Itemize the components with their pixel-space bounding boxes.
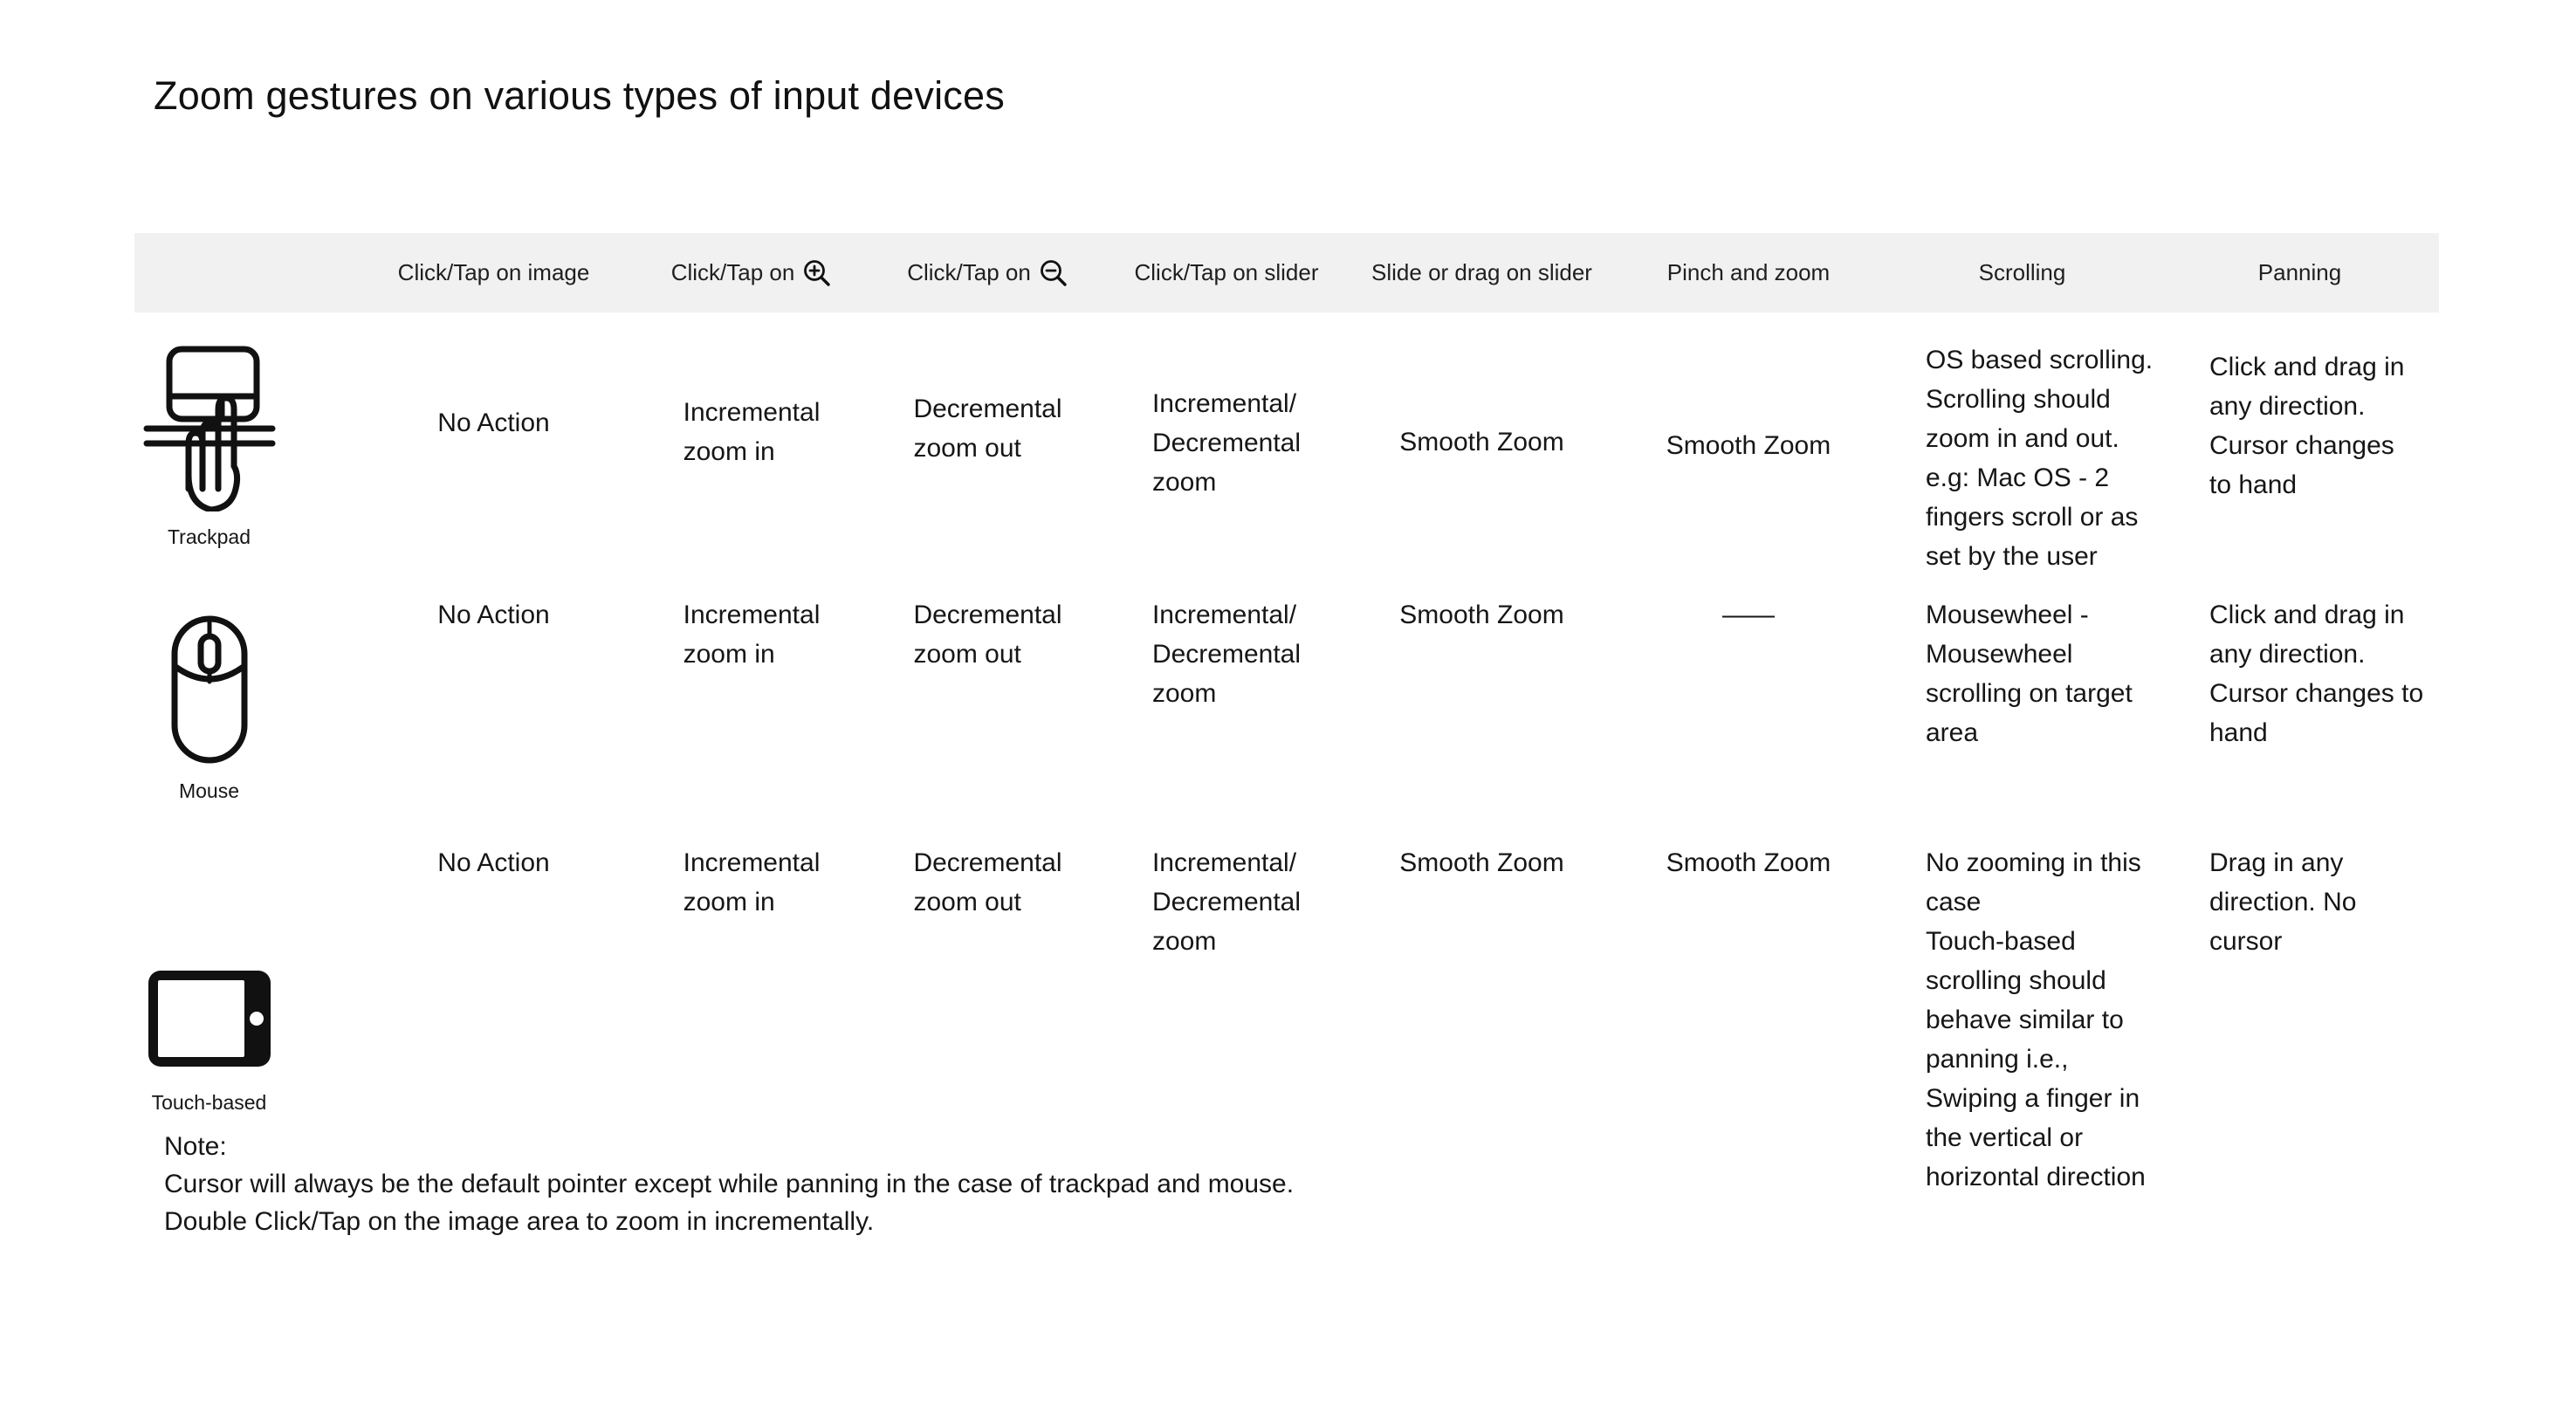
note-line-1: Cursor will always be the default pointer except while panning in the case of trackpad and mouse. [164, 1170, 1295, 1198]
cell-mouse-panning: Click and drag in any direction. Cursor changes to hand [2209, 601, 2424, 747]
note-line-2: Double Click/Tap on the image area to zoom in incrementally. [164, 1207, 875, 1236]
page-title: Zoom gestures on various types of input devices [154, 73, 1005, 118]
cell-touch-slider-tap: Incremental/ Decremental zoom [1151, 848, 1302, 956]
device-mouse-label: Mouse [178, 779, 240, 802]
cell-trackpad-click-image: No Action [437, 408, 550, 437]
header-device [134, 233, 357, 312]
cell-trackpad-panning: Click and drag in any direction. Cursor changes to hand [2209, 353, 2405, 499]
header-click-tap-zoom-out [873, 233, 1103, 312]
gesture-table [134, 233, 2439, 1246]
device-trackpad-label: Trackpad [167, 525, 251, 548]
header-slide-drag-slider: Slide or drag on slider [1350, 233, 1613, 312]
cell-mouse-scrolling: Mousewheel - Mousewheel scrolling on target area [1926, 601, 2133, 747]
note [164, 1128, 1294, 1240]
cell-trackpad-slider-tap: Incremental/ Decremental zoom [1151, 389, 1302, 497]
cell-trackpad-zoom-out: Decremental zoom out [913, 395, 1062, 463]
device-mouse [134, 576, 357, 836]
cell-touch-zoom-out: Decremental zoom out [913, 848, 1062, 916]
cell-mouse-slider-tap: Incremental/ Decremental zoom [1151, 601, 1302, 708]
cell-mouse-click-image: No Action [437, 601, 550, 629]
touch-device-icon [148, 971, 271, 1067]
header-click-tap-slider: Click/Tap on slider [1103, 233, 1350, 312]
device-touch-label: Touch-based [151, 1090, 267, 1114]
cell-touch-slider-drag: Smooth Zoom [1399, 848, 1564, 877]
header-click-tap-image-label: Click/Tap on image [397, 259, 590, 285]
zoom-out-icon [1039, 258, 1068, 288]
header-pinch-zoom: Pinch and zoom [1613, 233, 1884, 312]
cell-trackpad-zoom-in: Incremental zoom in [683, 398, 821, 466]
cell-mouse-zoom-out: Decremental zoom out [913, 601, 1062, 669]
cell-mouse-slider-drag: Smooth Zoom [1399, 601, 1564, 629]
cell-mouse-zoom-in: Incremental zoom in [683, 601, 821, 669]
header-scrolling: Scrolling [1884, 233, 2160, 312]
header-panning: Panning [2160, 233, 2439, 312]
trackpad-icon [143, 344, 276, 511]
zoom-in-icon [802, 258, 832, 288]
cell-touch-panning: Drag in any direction. No cursor [2209, 848, 2357, 956]
cell-trackpad-slider-drag: Smooth Zoom [1399, 428, 1564, 457]
header-click-tap-image [357, 233, 630, 312]
cell-touch-scrolling: No zooming in this case Touch-based scrolling should behave similar to panning i.e., Swiping a finger in the vertical or horizontal direction [1926, 848, 2146, 1191]
note-title: Note: [164, 1132, 227, 1161]
cell-trackpad-pinch: Smooth Zoom [1666, 431, 1831, 460]
cell-touch-pinch: Smooth Zoom [1666, 848, 1831, 877]
header-click-tap-zoom-in-label: Click/Tap on [670, 259, 795, 285]
cell-touch-click-image: No Action [437, 848, 550, 877]
mouse-icon [169, 614, 250, 765]
cell-trackpad-scrolling: OS based scrolling. Scrolling should zoom in and out. e.g: Mac OS - 2 fingers scroll or as set by the user [1926, 346, 2154, 571]
header-click-tap-zoom-out-label: Click/Tap on [907, 259, 1031, 285]
cell-mouse-pinch: —— [1722, 601, 1775, 629]
cell-touch-zoom-in: Incremental zoom in [683, 848, 821, 916]
header-click-tap-zoom-in [630, 233, 873, 312]
device-trackpad [134, 312, 357, 576]
